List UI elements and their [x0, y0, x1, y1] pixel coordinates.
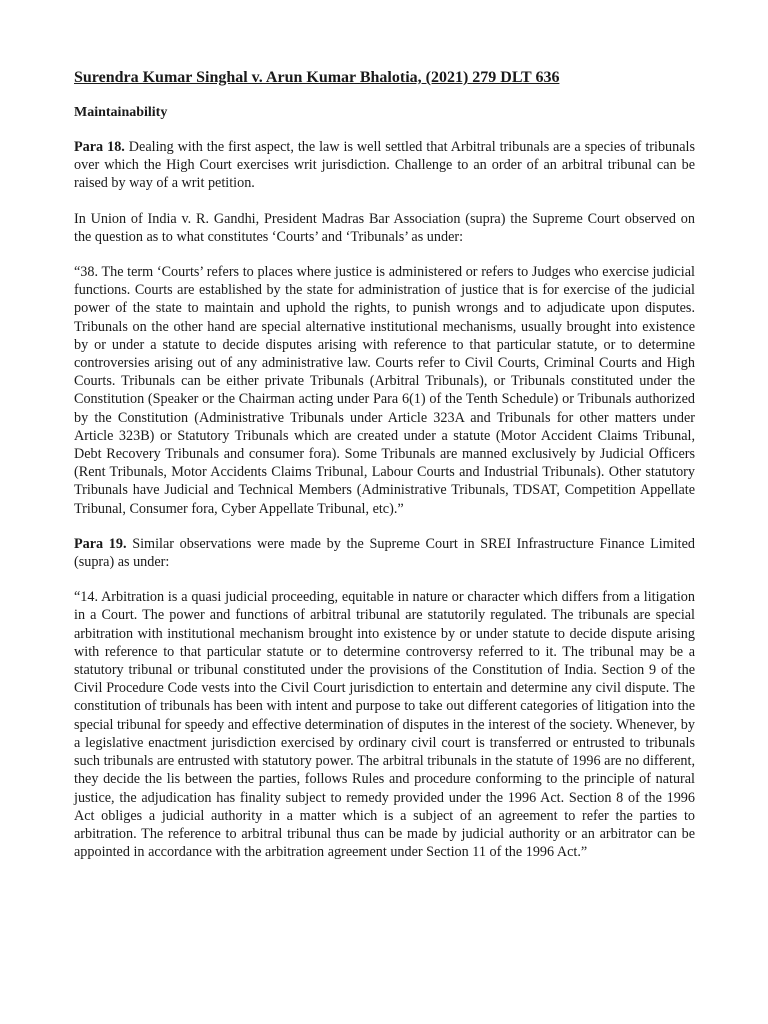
union-of-india-paragraph: In Union of India v. R. Gandhi, President Madras Bar Association (supra) the Supreme Court observed on the question as to what constitutes ‘Courts’ and ‘Tribunals’ as under: [74, 210, 695, 245]
quote-paragraph-14: “14. Arbitration is a quasi judicial proceeding, equitable in nature or character which differs from a litigation in a Court. The power and functions of arbitral tribunal are statutorily regulated. The tribunals are special arbitration with institutional mechanism brought into existence by or under statute to decide dispute arising with reference to that particular statute or to determine controversy referred to it. The tribunal may be a statutory tribunal or tribunal constituted under the provisions of the Constitution of India. Section 9 of the Civil Procedure Code vests into the Civil Court jurisdiction to entertain and determine any civil dispute. The constitution of tribunals has been with intent and purpose to take out different categories of litigation into the special tribunal for speedy and effective determination of disputes in the interest of the society. Whenever, by a legislative enactment jurisdiction exercised by ordinary civil court is transferred or entrusted to tribunals such tribunals are entrusted with statutory power. The arbitral tribunals in the statute of 1996 are no different, they decide the lis between the parties, follows Rules and procedure conforming to the principle of natural justice, the adjudication has finality subject to remedy provided under the 1996 Act. Section 8 of the 1996 Act obliges a judicial authority in a matter which is a subject of an agreement to refer the parties to arbitration. The reference to arbitral tribunal thus can be made by judicial authority or an arbitrator can be appointed in accordance with the arbitration agreement under Section 11 of the 1996 Act.” [74, 589, 695, 861]
section-heading: Maintainability [74, 105, 168, 120]
paragraph-18 [74, 138, 695, 193]
document-page [74, 68, 695, 878]
para-18-text: Dealing with the first aspect, the law is well settled that Arbitral tribunals are a species of tribunals over which the High Court exercises writ jurisdiction. Challenge to an order of an arbitral tribunal can be raised by way of a writ petition. [74, 139, 695, 192]
para-18-label: Para 18. [74, 139, 125, 155]
para-19-label: Para 19. [74, 535, 127, 552]
quote-paragraph-38: “38. The term ‘Courts’ refers to places where justice is administered or refers to Judges who exercise judicial functions. Courts are established by the state for administration of justice that is for exercise of the judicial power of the state to maintain and uphold the rights, to punish wrongs and to adjudicate upon disputes. Tribunals on the other hand are special alternative institutional mechanisms, usually brought into existence by or under a statute to decide disputes arising with reference to that particular statute, or to determine controversies arising out of any administrative law. Courts refer to Civil Courts, Criminal Courts and High Courts. Tribunals can be either private Tribunals (Arbitral Tribunals), or Tribunals constituted under the Constitution (Speaker or the Chairman acting under Para 6(1) of the Tenth Schedule) or Tribunals authorized by the Constitution (Administrative Tribunals under Article 323A and Tribunals for other matters under Article 323B) or Statutory Tribunals which are created under a statute (Motor Accident Claims Tribunal, Debt Recovery Tribunals and consumer fora). Some Tribunals are manned exclusively by Judicial Officers (Rent Tribunals, Motor Accidents Claims Tribunal, Labour Courts and Industrial Tribunals). Other statutory Tribunals have Judicial and Technical Members (Administrative Tribunals, TDSAT, Competition Appellate Tribunal, Consumer fora, Cyber Appellate Tribunal, etc).” [74, 264, 695, 517]
paragraph-19 [74, 535, 695, 571]
para-19-text: Similar observations were made by the Supreme Court in SREI Infrastructure Finance Limited (supra) as under: [74, 535, 695, 571]
case-title: Surendra Kumar Singhal v. Arun Kumar Bhalotia, (2021) 279 DLT 636 [74, 69, 560, 86]
